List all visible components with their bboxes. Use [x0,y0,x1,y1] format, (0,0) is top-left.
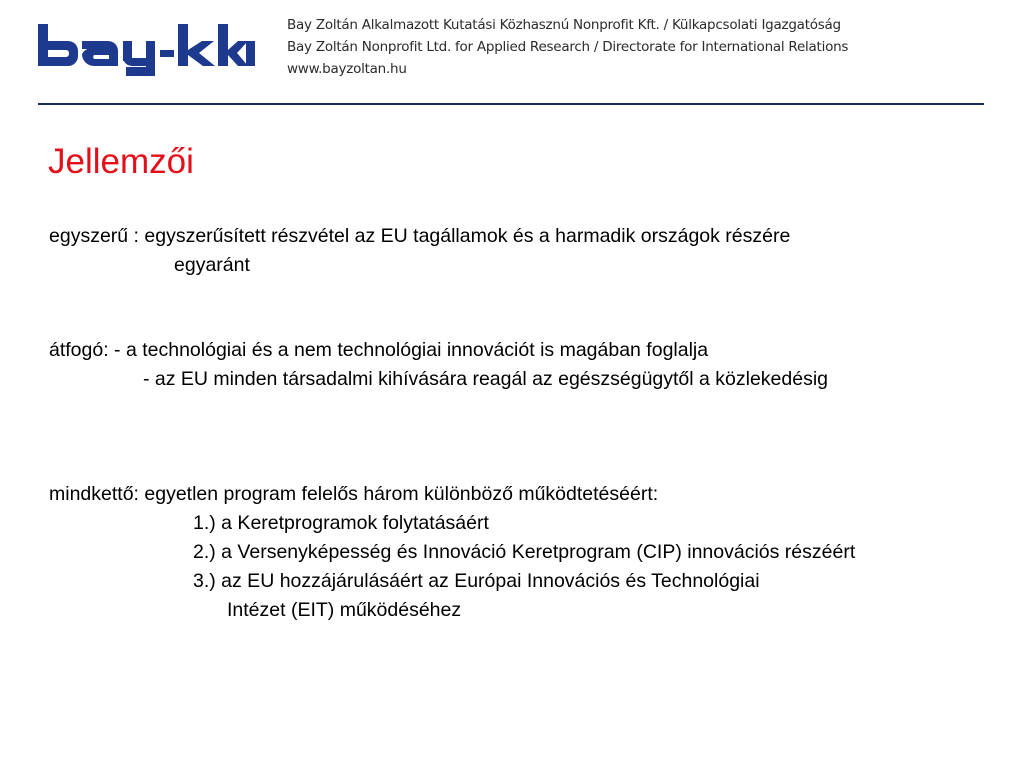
body-list-item-2: 2.) a Versenyképesség és Innováció Keretprogram (CIP) innovációs részéért [193,541,856,563]
header-divider [38,103,984,105]
slide-title: Jellemzői [48,142,194,181]
company-logo [38,22,256,78]
organization-header [287,14,848,80]
body-line-both: mindkettő: egyetlen program felelős három különböző működtetéséért: [49,483,659,505]
body-list-item-1: 1.) a Keretprogramok folytatásáért [193,512,489,534]
body-line-comprehensive-cont: - az EU minden társadalmi kihívására reagál az egészségügytől a közlekedésig [143,368,829,390]
body-line-comprehensive: átfogó: - a technológiai és a nem technológiai innovációt is magában foglalja [49,339,709,361]
header-line-website: www.bayzoltan.hu [287,61,407,77]
body-line-simple-cont: egyaránt [174,254,250,276]
body-list-item-3-cont: Intézet (EIT) működéséhez [227,599,462,621]
bay-zoltan-logo-mark [38,22,256,78]
body-line-simple: egyszerű : egyszerűsített részvétel az EU tagállamok és a harmadik országok részére [49,225,791,247]
header-line-english: Bay Zoltán Nonprofit Ltd. for Applied Research / Directorate for International Relations [287,39,849,55]
header-line-hungarian: Bay Zoltán Alkalmazott Kutatási Közhasznú Nonprofit Kft. / Külkapcsolati Igazgatóság [287,17,841,33]
body-list-item-3: 3.) az EU hozzájárulásáért az Európai Innovációs és Technológiai [193,570,760,592]
registered-mark: ® [135,68,145,78]
